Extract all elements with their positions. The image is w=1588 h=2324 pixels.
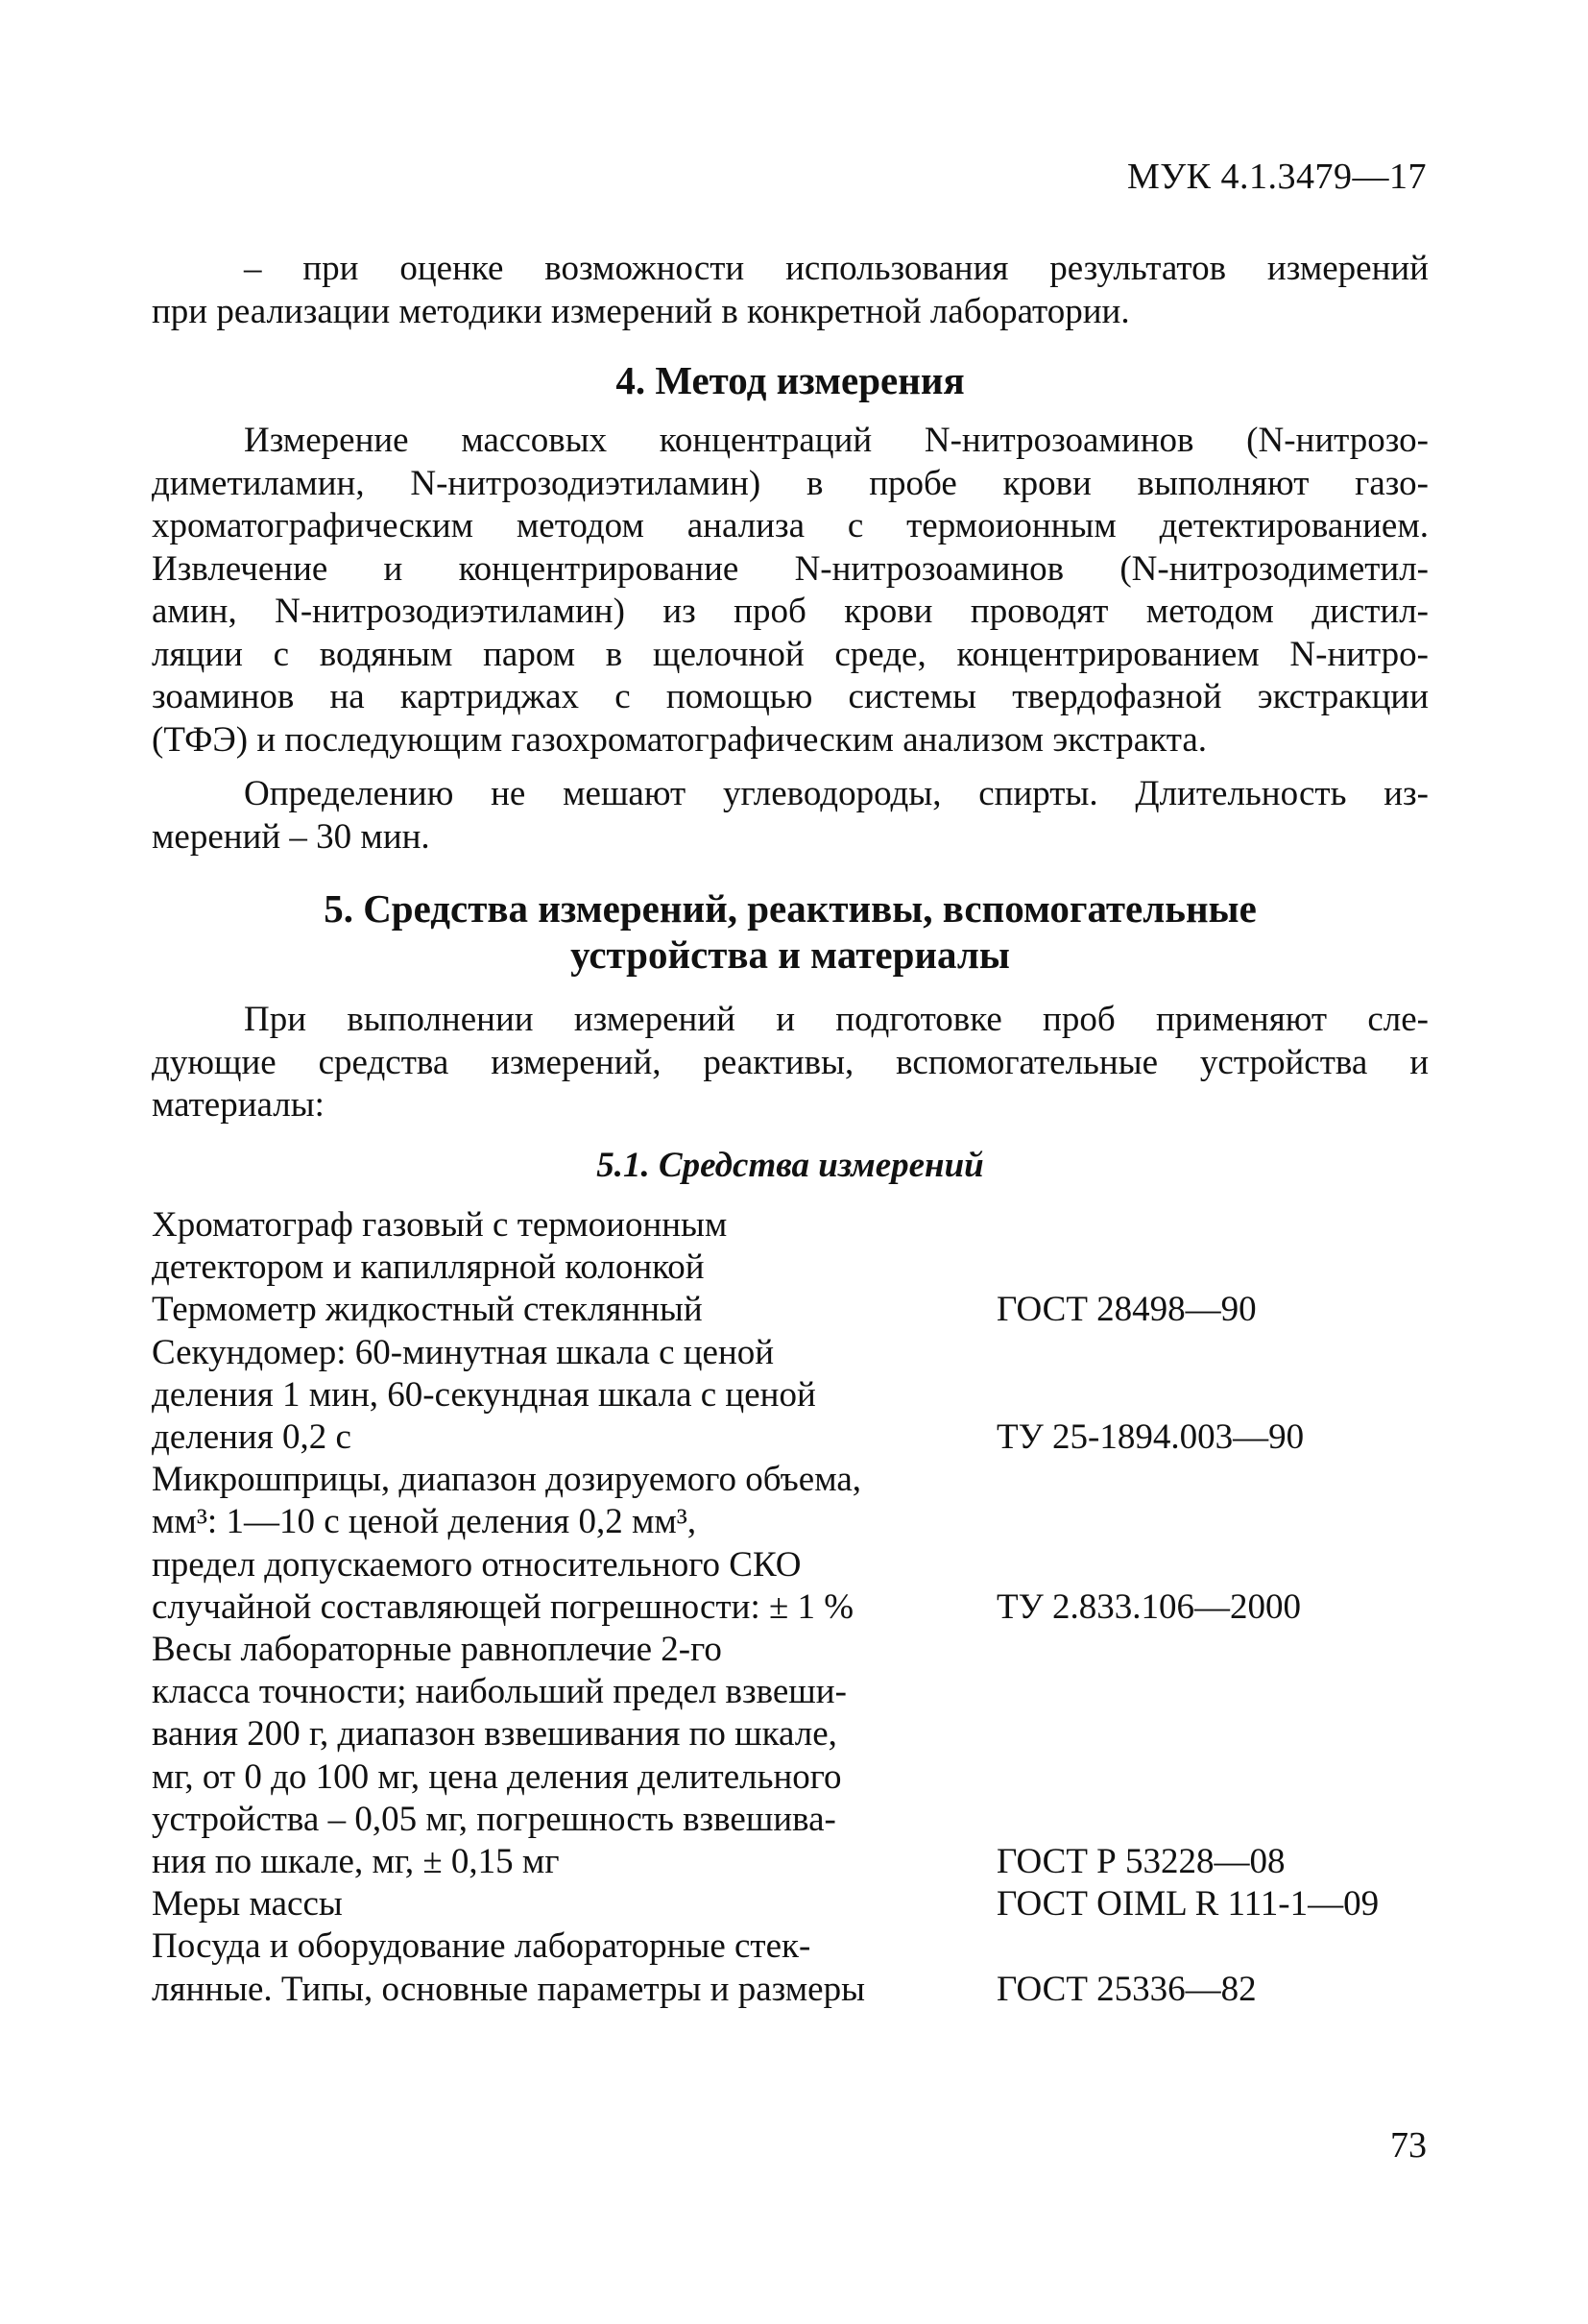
- equipment-row: [152, 1459, 1438, 1629]
- equipment-name: Хроматограф газовый с термоионным детектором и капиллярной колонкой: [152, 1205, 728, 1288]
- section-5-title-line: 5. Средства измерений, реактивы, вспомогательные: [324, 886, 1257, 931]
- document-code: МУК 4.1.3479—17: [1126, 157, 1427, 197]
- text-line: ляции с водяным паром в щелочной среде, концентрированием N-нитро-: [152, 634, 1429, 674]
- intro-paragraph: [152, 248, 1429, 333]
- equipment-standard: ГОСТ 25336—82: [997, 1969, 1257, 2009]
- equipment-name: Микрошприцы, диапазон дозируемого объема, мм³: 1—10 с ценой деления 0,2 мм³, предел допускаемого относительного СКО случайной составляющей погрешности: ± 1 %: [152, 1460, 862, 1627]
- section-4-paragraph-2: [152, 773, 1429, 859]
- equipment-standard: ТУ 2.833.106—2000: [997, 1586, 1302, 1627]
- text-line: (ТФЭ) и последующим газохроматографическим анализом экстракта.: [152, 719, 1207, 760]
- text-line: материалы:: [152, 1085, 325, 1125]
- equipment-row: [152, 1883, 1438, 1925]
- equipment-row: [152, 1289, 1438, 1331]
- equipment-name: Секундомер: 60-минутная шкала с ценой деления 1 мин, 60-секундная шкала с ценой деления 0,2 с: [152, 1332, 816, 1458]
- text-line: диметиламин, N-нитрозодиэтиламин) в пробе крови выполняют газо-: [152, 463, 1429, 503]
- equipment-name: Термометр жидкостный стеклянный: [152, 1290, 703, 1330]
- text-line: зоаминов на картриджах с помощью системы твердофазной экстракции: [152, 677, 1429, 716]
- equipment-row: [152, 1332, 1438, 1460]
- equipment-list: [152, 1204, 1438, 2011]
- page-number: 73: [1390, 2125, 1427, 2166]
- section-4-paragraph-1: [152, 420, 1429, 762]
- section-5-title: [152, 885, 1429, 978]
- equipment-row: [152, 1629, 1438, 1883]
- equipment-row: [152, 1925, 1438, 2010]
- text-line: дующие средства измерений, реактивы, вспомогательные устройства и: [152, 1042, 1429, 1082]
- text-line: Измерение массовых концентраций N-нитрозоаминов (N-нитрозо-: [244, 421, 1429, 460]
- text-line: хроматографическим методом анализа с термоионным детектированием.: [152, 506, 1429, 545]
- equipment-standard: ГОСТ OIML R 111-1—09: [997, 1884, 1380, 1925]
- text-line: амин, N-нитрозодиэтиламин) из проб крови проводят методом дистил-: [152, 592, 1429, 631]
- text-line: – при оценке возможности использования результатов измерений: [244, 249, 1429, 288]
- text-line: мерений – 30 мин.: [152, 816, 430, 857]
- section-5-intro: [152, 999, 1429, 1127]
- equipment-standard: ГОСТ Р 53228—08: [997, 1842, 1286, 1882]
- section-4-title: 4. Метод измерения: [615, 358, 965, 402]
- equipment-standard: ГОСТ 28498—90: [997, 1290, 1257, 1330]
- text-line: Определению не мешают углеводороды, спирты. Длительность из-: [244, 774, 1429, 813]
- section-5-title-line: устройства и материалы: [570, 932, 1010, 977]
- equipment-name: Весы лабораторные равноплечие 2-го класса точности; наибольший предел взвеши- вания 200 г, диапазон взвешивания по шкале, мг, от 0 до 100 мг, цена деления делительного устройства – 0,05 мг, погрешность взвешива- ния по шкале, мг, ± 0,15 мг: [152, 1630, 847, 1882]
- equipment-name: Меры массы: [152, 1884, 343, 1925]
- equipment-row: [152, 1204, 1438, 1289]
- equipment-name: Посуда и оборудование лабораторные стек- лянные. Типы, основные параметры и размеры: [152, 1926, 865, 2009]
- text-line: Извлечение и концентрирование N-нитрозоаминов (N-нитрозодиметил-: [152, 548, 1429, 589]
- text-line: при реализации методики измерений в конкретной лаборатории.: [152, 291, 1130, 331]
- subsection-5-1-title: 5.1. Средства измерений: [596, 1146, 984, 1185]
- equipment-standard: ТУ 25-1894.003—90: [997, 1417, 1305, 1458]
- text-line: При выполнении измерений и подготовке проб применяют сле-: [244, 1000, 1429, 1039]
